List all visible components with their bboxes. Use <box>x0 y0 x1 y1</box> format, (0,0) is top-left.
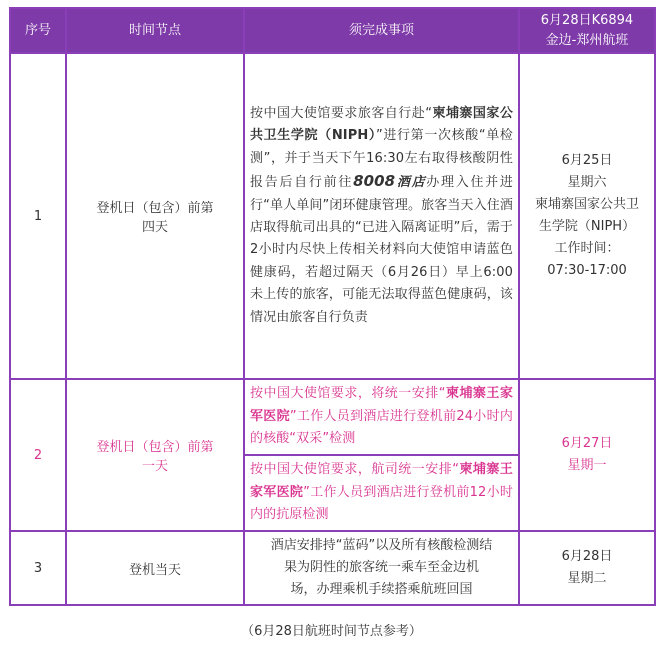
row-task <box>244 455 519 531</box>
header-tasks: 须完成事项 <box>244 8 519 53</box>
header-flight-route: 金边-郑州航班 <box>545 32 629 48</box>
task-text: 场，办理乘机手续搭乘航班回国 <box>290 582 473 597</box>
hotel-number: 8008 <box>353 172 396 191</box>
weekday-text: 星期六 <box>567 175 607 190</box>
table-row <box>10 53 655 379</box>
task-text: 果为阴性的旅客统一乘车至金边机 <box>283 560 479 575</box>
row-date <box>519 53 655 379</box>
header-time-node: 时间节点 <box>66 8 244 53</box>
weekday-text: 星期一 <box>567 458 607 473</box>
row-date <box>519 531 655 605</box>
time-node-text: 四天 <box>141 220 168 235</box>
task-description <box>250 459 513 526</box>
time-node-text: 登机日（包含）前第 <box>96 201 214 216</box>
header-row <box>10 8 655 53</box>
weekday-text: 星期二 <box>567 571 607 586</box>
row-date <box>519 379 655 531</box>
header-flight-date: 6月28日K6894 <box>540 12 634 28</box>
location-text: 柬埔寨国家公共卫 <box>534 197 639 212</box>
task-text: ”工作人员到酒店进行登机前24小时内的核酸“双采”检测 <box>250 408 513 447</box>
row-index: 2 <box>10 379 66 531</box>
table-caption: （6月28日航班时间节点参考） <box>241 624 422 639</box>
hotel-word: 酒店 <box>395 175 427 191</box>
row-task <box>244 379 519 455</box>
date-text: 6月28日 <box>561 549 613 564</box>
row-time-node: 登机当天 <box>66 531 244 605</box>
task-text: 酒店安排持“蓝码”以及所有核酸检测结 <box>270 538 493 553</box>
row-time-node <box>66 379 244 531</box>
header-index: 序号 <box>10 8 66 53</box>
time-node-text: 登机日（包含）前第 <box>96 440 214 455</box>
date-text: 6月27日 <box>561 436 613 451</box>
task-text: ” <box>376 128 383 144</box>
task-description <box>250 103 513 329</box>
header-flight <box>519 8 655 53</box>
task-text: “ <box>425 105 433 121</box>
work-hours-label: 工作时间： <box>554 241 620 256</box>
work-hours-value: 07:30-17:00 <box>547 263 627 278</box>
task-place: 柬埔寨国家公共卫生学院（NIPH） <box>250 105 513 144</box>
task-description <box>250 383 513 450</box>
task-place: 柬埔寨王家军医院 <box>250 462 513 500</box>
row-task <box>244 53 519 379</box>
task-text: 按中国大使馆要求，将统一安排“ <box>250 386 446 402</box>
table-row <box>10 531 655 605</box>
task-text: 办理入住并进行“单人单间”闭环健康管理。旅客当天入住酒店取得航司出具的“已进入隔离证明”后，需于2小时内尽快上传相关材料向大使馆申请蓝色健康码，若超过隔天（6月26日）早上6:00未上传的旅客，可能无法取得蓝色健康码，该情况由旅客自行负责 <box>250 175 514 325</box>
schedule-table <box>9 7 656 606</box>
task-text: 按中国大使馆要求旅客自行赴 <box>250 105 426 121</box>
row-task <box>244 531 519 605</box>
row-index: 1 <box>10 53 66 379</box>
task-place: 柬埔寨王家军医院 <box>250 386 513 424</box>
table-row <box>10 379 655 455</box>
date-text: 6月25日 <box>561 153 613 168</box>
row-index: 3 <box>10 531 66 605</box>
time-node-text: 一天 <box>141 459 168 474</box>
task-text: 进行第一次核酸“单检测”，并于当天下午16:30左右取得核酸阴性报告后自行前往 <box>250 128 513 191</box>
task-text: 按中国大使馆要求，航司统一安排“ <box>250 462 460 478</box>
task-text: ”工作人员到酒店进行登机前12小时内的抗原检测 <box>250 484 513 523</box>
row-time-node <box>66 53 244 379</box>
location-text: 生学院（NIPH） <box>538 219 636 234</box>
